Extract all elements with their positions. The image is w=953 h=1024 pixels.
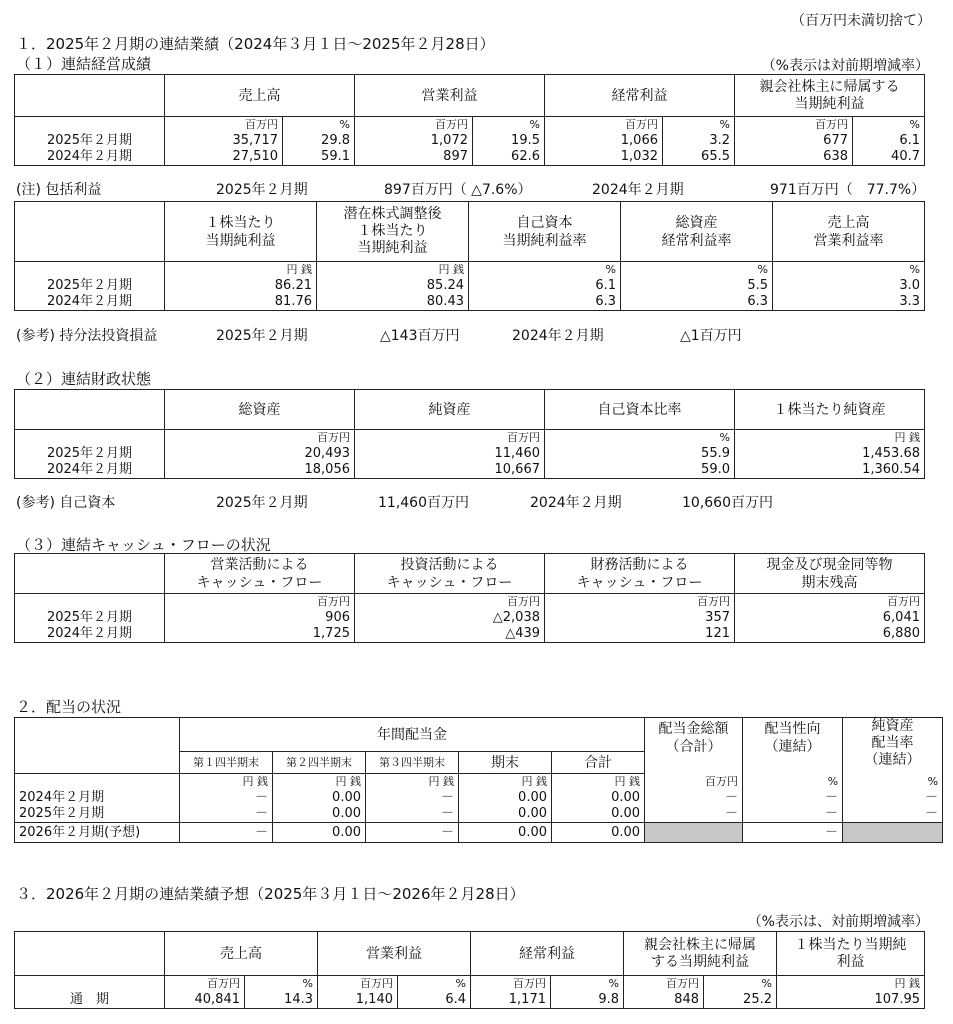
unit-cell: % xyxy=(283,117,355,134)
equity-value1: 11,460百万円 xyxy=(378,495,469,511)
operating-results-table xyxy=(14,74,925,166)
value-cell: － xyxy=(843,790,943,806)
value-cell: － xyxy=(366,806,459,823)
unit-cell: 円 銭 xyxy=(180,774,273,791)
corner-cell xyxy=(15,932,165,976)
equity-period1: 2025年２月期 xyxy=(216,495,308,511)
header-operating-profit: 営業利益 xyxy=(318,932,471,976)
header-roe: 自己資本 当期純利益率 xyxy=(469,202,621,262)
comprehensive-income-period1: 2025年２月期 xyxy=(216,182,308,198)
value-cell: 3.0 xyxy=(773,278,925,294)
value-cell: 6.4 xyxy=(398,992,471,1009)
unit-cell: % xyxy=(663,117,735,134)
header-total-dividend: 配当金総額 （合計） xyxy=(645,718,743,774)
unit-cell: 円 銭 xyxy=(777,976,925,993)
row-label: 2025年２月期 xyxy=(15,446,165,462)
value-cell: 86.21 xyxy=(165,278,317,294)
corner-cell xyxy=(15,75,165,117)
unit-cell: 円 銭 xyxy=(317,262,469,279)
value-cell: 6.3 xyxy=(469,294,621,311)
value-cell: 10,667 xyxy=(355,462,545,479)
table-row xyxy=(15,294,925,311)
table-row xyxy=(15,278,925,294)
row-label: 2025年２月期 xyxy=(15,278,165,294)
value-cell: 638 xyxy=(735,149,853,166)
header-net-income: 親会社株主に帰属 する当期純利益 xyxy=(624,932,777,976)
unit-cell: % xyxy=(398,976,471,993)
value-cell: 1,140 xyxy=(318,992,398,1009)
unit-cell: % xyxy=(743,774,843,791)
value-cell: 18,056 xyxy=(165,462,355,479)
corner-cell xyxy=(15,554,165,594)
shaded-cell xyxy=(645,823,743,843)
value-cell: 40,841 xyxy=(165,992,245,1009)
unit-cell: 百万円 xyxy=(624,976,704,993)
unit-cell: % xyxy=(843,774,943,791)
unit-cell: 百万円 xyxy=(735,594,925,611)
value-cell: 80.43 xyxy=(317,294,469,311)
equity-period2: 2024年２月期 xyxy=(530,495,622,511)
header-ordinary-profit: 経常利益 xyxy=(545,75,735,117)
header-bps: １株当たり純資産 xyxy=(735,390,925,430)
unit-cell: % xyxy=(773,262,925,279)
section1-3-title: （３）連結キャッシュ・フローの状況 xyxy=(16,536,271,554)
value-cell: 62.6 xyxy=(473,149,545,166)
value-cell: 40.7 xyxy=(853,149,925,166)
comprehensive-income-period2: 2024年２月期 xyxy=(592,182,684,198)
header-q1: 第１四半期末 xyxy=(180,752,273,774)
unit-cell: 百万円 xyxy=(645,774,743,791)
equity-method-value2: △1百万円 xyxy=(680,328,742,344)
header-operating-cf: 営業活動による キャッシュ・フロー xyxy=(165,554,355,594)
unit-cell: 百万円 xyxy=(735,117,853,134)
section2-title: ２．配当の状況 xyxy=(16,698,122,716)
unit-cell: % xyxy=(551,976,624,993)
equity-method-period2: 2024年２月期 xyxy=(512,328,604,344)
unit-cell: 円 銭 xyxy=(735,430,925,447)
unit-cell: % xyxy=(621,262,773,279)
corner-cell xyxy=(15,718,180,752)
header-financing-cf: 財務活動による キャッシュ・フロー xyxy=(545,554,735,594)
value-cell: － xyxy=(743,823,843,843)
value-cell: － xyxy=(743,790,843,806)
unit-cell: 百万円 xyxy=(545,117,663,134)
section1-title: １．2025年２月期の連結業績（2024年３月１日～2025年２月28日） xyxy=(16,35,495,53)
value-cell: 6.1 xyxy=(469,278,621,294)
unit-cell: 円 銭 xyxy=(459,774,552,791)
forecast-pct-note: （%表示は、対前期増減率） xyxy=(747,914,929,930)
table-row xyxy=(15,462,925,479)
value-cell: 3.2 xyxy=(663,133,735,149)
value-cell: 29.8 xyxy=(283,133,355,149)
value-cell: 0.00 xyxy=(273,790,366,806)
value-cell: 59.1 xyxy=(283,149,355,166)
header-sales: 売上高 xyxy=(165,75,355,117)
value-cell: 0.00 xyxy=(273,806,366,823)
value-cell: － xyxy=(366,823,459,843)
value-cell: 3.3 xyxy=(773,294,925,311)
header-annual-dividend: 年間配当金 xyxy=(180,718,645,752)
header-sales: 売上高 xyxy=(165,932,318,976)
pct-note: （%表示は対前期増減率） xyxy=(761,58,929,74)
unit-cell: 百万円 xyxy=(165,430,355,447)
unit-cell: 円 銭 xyxy=(552,774,645,791)
value-cell: 65.5 xyxy=(663,149,735,166)
value-cell: 14.3 xyxy=(245,992,318,1009)
table-row xyxy=(15,133,925,149)
row-label: 2025年２月期 xyxy=(15,610,165,626)
header-operating-profit: 営業利益 xyxy=(355,75,545,117)
value-cell: － xyxy=(180,806,273,823)
value-cell: 0.00 xyxy=(273,823,366,843)
header-q3: 第３四半期末 xyxy=(366,752,459,774)
row-label: 2024年２月期 xyxy=(15,294,165,311)
table-row xyxy=(15,610,925,626)
row-label: 2025年２月期 xyxy=(15,806,180,823)
header-payout-ratio: 配当性向 （連結） xyxy=(743,718,843,774)
corner-cell xyxy=(15,202,165,262)
value-cell: 81.76 xyxy=(165,294,317,311)
section3-title: ３．2026年２月期の連結業績予想（2025年３月１日～2026年２月28日） xyxy=(16,885,525,903)
header-eps: １株当たり 当期純利益 xyxy=(165,202,317,262)
unit-cell: 円 銭 xyxy=(273,774,366,791)
value-cell: 677 xyxy=(735,133,853,149)
financial-position-table xyxy=(14,389,925,479)
value-cell: 27,510 xyxy=(165,149,283,166)
unit-cell: 百万円 xyxy=(355,430,545,447)
section1-1-title: （１）連結経営成績 xyxy=(16,55,152,73)
value-cell: 55.9 xyxy=(545,446,735,462)
value-cell: － xyxy=(180,823,273,843)
header-ordinary-profit: 経常利益 xyxy=(471,932,624,976)
value-cell: － xyxy=(645,806,743,823)
value-cell: 0.00 xyxy=(459,790,552,806)
table-row xyxy=(15,149,925,166)
value-cell: 906 xyxy=(165,610,355,626)
value-cell: 0.00 xyxy=(459,806,552,823)
unit-cell: 百万円 xyxy=(165,117,283,134)
unit-cell: % xyxy=(704,976,777,993)
value-cell: 6.3 xyxy=(621,294,773,311)
header-total: 合計 xyxy=(552,752,645,774)
value-cell: 0.00 xyxy=(552,806,645,823)
value-cell: 19.5 xyxy=(473,133,545,149)
section1-2-title: （２）連結財政状態 xyxy=(16,370,152,388)
value-cell: － xyxy=(180,790,273,806)
value-cell: △439 xyxy=(355,626,545,643)
header-eps: １株当たり当期純 利益 xyxy=(777,932,925,976)
value-cell: 357 xyxy=(545,610,735,626)
shaded-cell xyxy=(843,823,943,843)
value-cell: － xyxy=(743,806,843,823)
value-cell: 0.00 xyxy=(552,823,645,843)
value-cell: 121 xyxy=(545,626,735,643)
value-cell: － xyxy=(843,806,943,823)
value-cell: 1,072 xyxy=(355,133,473,149)
unit-cell: 百万円 xyxy=(165,594,355,611)
header-roa: 総資産 経常利益率 xyxy=(621,202,773,262)
value-cell: 85.24 xyxy=(317,278,469,294)
header-total-assets: 総資産 xyxy=(165,390,355,430)
value-cell: 1,171 xyxy=(471,992,551,1009)
value-cell: 6,041 xyxy=(735,610,925,626)
comprehensive-income-label: (注) 包括利益 xyxy=(16,182,102,198)
corner-cell xyxy=(15,390,165,430)
value-cell: 107.95 xyxy=(777,992,925,1009)
unit-note: （百万円未満切捨て） xyxy=(791,13,931,29)
table-row xyxy=(15,790,943,806)
value-cell: 20,493 xyxy=(165,446,355,462)
unit-cell: 円 銭 xyxy=(165,262,317,279)
value-cell: 848 xyxy=(624,992,704,1009)
unit-cell: % xyxy=(853,117,925,134)
equity-value2: 10,660百万円 xyxy=(682,495,773,511)
header-cash-balance: 現金及び現金同等物 期末残高 xyxy=(735,554,925,594)
equity-method-label: (参考) 持分法投資損益 xyxy=(16,328,158,344)
header-diluted-eps: 潜在株式調整後 １株当たり 当期純利益 xyxy=(317,202,469,262)
value-cell: 25.2 xyxy=(704,992,777,1009)
unit-cell: 円 銭 xyxy=(366,774,459,791)
table-row xyxy=(15,626,925,643)
value-cell: 897 xyxy=(355,149,473,166)
value-cell: 0.00 xyxy=(552,790,645,806)
table-row xyxy=(15,446,925,462)
forecast-table xyxy=(14,931,925,1009)
value-cell: 6,880 xyxy=(735,626,925,643)
per-share-table xyxy=(14,201,925,311)
unit-cell: 百万円 xyxy=(471,976,551,993)
row-label: 2026年２月期(予想) xyxy=(15,823,180,843)
value-cell: 1,360.54 xyxy=(735,462,925,479)
header-net-income: 親会社株主に帰属する 当期純利益 xyxy=(735,75,925,117)
header-net-assets: 純資産 xyxy=(355,390,545,430)
value-cell: 1,032 xyxy=(545,149,663,166)
table-row xyxy=(15,823,943,843)
table-row xyxy=(15,992,925,1009)
cash-flow-table xyxy=(14,553,925,643)
unit-cell: % xyxy=(545,430,735,447)
row-label: 2025年２月期 xyxy=(15,133,165,149)
dividends-table xyxy=(14,717,943,843)
row-label: 通 期 xyxy=(15,992,165,1009)
comprehensive-income-value1: 897百万円（ △7.6%） xyxy=(384,182,532,198)
header-q2: 第２四半期末 xyxy=(273,752,366,774)
unit-cell: 百万円 xyxy=(355,594,545,611)
value-cell: 9.8 xyxy=(551,992,624,1009)
unit-cell: 百万円 xyxy=(545,594,735,611)
equity-method-period1: 2025年２月期 xyxy=(216,328,308,344)
value-cell: 35,717 xyxy=(165,133,283,149)
row-label: 2024年２月期 xyxy=(15,149,165,166)
equity-label: (参考) 自己資本 xyxy=(16,495,116,511)
value-cell: 1,066 xyxy=(545,133,663,149)
value-cell: 5.5 xyxy=(621,278,773,294)
row-label: 2024年２月期 xyxy=(15,462,165,479)
header-year-end: 期末 xyxy=(459,752,552,774)
table-row xyxy=(15,806,943,823)
value-cell: 1,453.68 xyxy=(735,446,925,462)
equity-method-value1: △143百万円 xyxy=(380,328,460,344)
unit-cell: % xyxy=(245,976,318,993)
header-investing-cf: 投資活動による キャッシュ・フロー xyxy=(355,554,545,594)
unit-cell: % xyxy=(473,117,545,134)
header-equity-ratio: 自己資本比率 xyxy=(545,390,735,430)
value-cell: 1,725 xyxy=(165,626,355,643)
row-label: 2024年２月期 xyxy=(15,626,165,643)
row-label: 2024年２月期 xyxy=(15,790,180,806)
unit-cell: % xyxy=(469,262,621,279)
value-cell: △2,038 xyxy=(355,610,545,626)
header-dividend-on-equity: 純資産 配当率 （連結） xyxy=(843,718,943,774)
value-cell: 0.00 xyxy=(459,823,552,843)
unit-cell: 百万円 xyxy=(318,976,398,993)
comprehensive-income-value2: 971百万円（ 77.7%） xyxy=(770,182,926,198)
unit-cell: 百万円 xyxy=(355,117,473,134)
value-cell: － xyxy=(645,790,743,806)
header-operating-margin: 売上高 営業利益率 xyxy=(773,202,925,262)
value-cell: 59.0 xyxy=(545,462,735,479)
value-cell: 6.1 xyxy=(853,133,925,149)
value-cell: 11,460 xyxy=(355,446,545,462)
unit-cell: 百万円 xyxy=(165,976,245,993)
value-cell: － xyxy=(366,790,459,806)
